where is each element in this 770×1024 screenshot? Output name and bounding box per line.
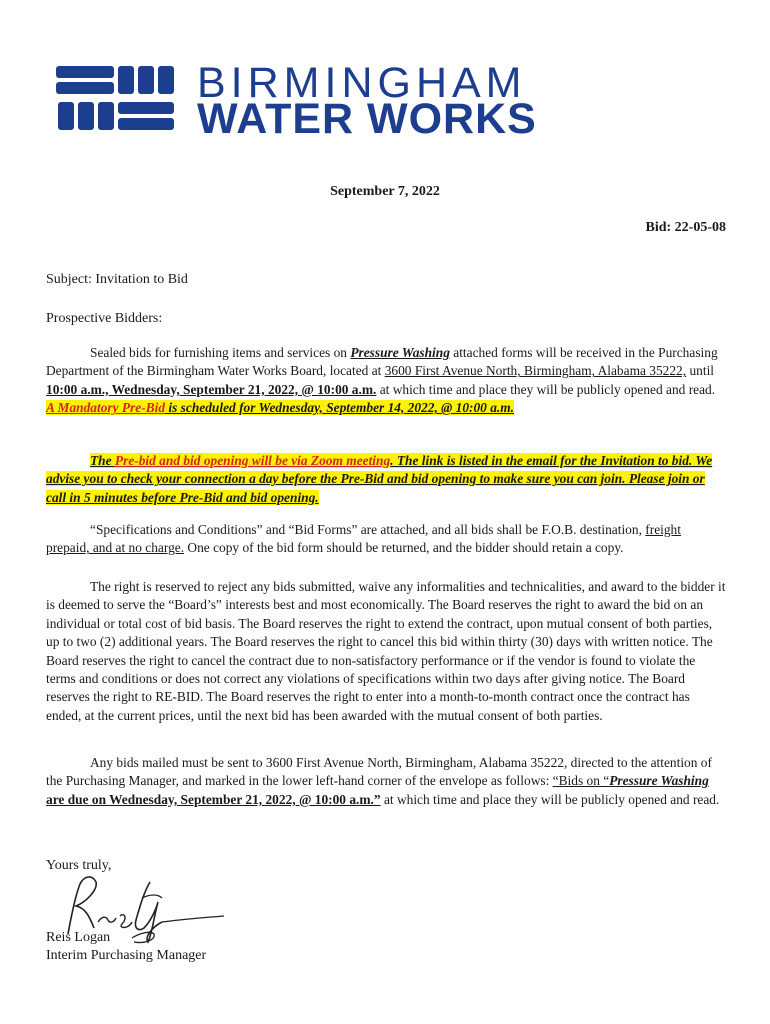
salutation: Prospective Bidders:	[46, 311, 163, 326]
p5-text-1: Any bids mailed must be sent to 3600 First Avenue North, Birmingham, Alabama 35222, directed to the attention of the Purchasing Manager, and marked in the lower left-hand corner of the envelope as follows:	[46, 755, 712, 789]
p3-text-1: “Specifications and Conditions” and “Bid Forms” are attached, and all bids shall be F.O.B. destination,	[90, 522, 646, 537]
p1-text-3: until	[686, 363, 715, 379]
paragraph-reservations: The right is reserved to reject any bids submitted, waive any informalities and technicalities, and award to the bidder it is deemed to serve the “Board’s” interests best and most economically. The Board reserves the right to award the bid on an individual or total cost of bid basis. The Board reserves the right to extend the contract, upon mutual consent of both parties, up to two (2) additional years. The Board reserves the right to cancel this bid within thirty (30) days with written notice. The Board reserves the right to cancel the contract due to non-satisfactory performance or if the vendor is found to violate the terms and conditions or does not correct any violations of specifications within two days after giving notice. The Board reserves the right to RE-BID. The Board reserves the right to enter into a month-to-month contract once the contract has ended, at the current prices, until the next bid has been awarded with the mutual consent of both parties.	[46, 579, 726, 723]
letter-date: September 7, 2022	[330, 184, 440, 199]
service-name: Pressure Washing	[350, 345, 450, 360]
signer-title: Interim Purchasing Manager	[46, 948, 207, 963]
p5-text-2: at which time and place they will be publicly opened and read.	[380, 791, 720, 807]
paragraph-specifications	[46, 521, 726, 558]
paragraph-mailing-instructions	[46, 754, 726, 809]
envelope-service-name: Pressure Washing	[609, 773, 709, 789]
paragraph-zoom-notice	[46, 452, 726, 507]
envelope-due-date: are due on Wednesday, September 21, 2022, @ 10:00 a.m.”	[46, 791, 381, 807]
mandatory-prebid: A Mandatory Pre-Bid	[46, 400, 166, 416]
logo-text-birmingham: BIRMINGHAM	[197, 59, 527, 107]
zoom-instructions: . The link is listed in the email for the Invitation to bid. We advise you to check your connection a day before the Pre-Bid and bid opening to make sure you can join. Please join or call in 5 minutes before Pre-Bid and bid opening.	[46, 453, 713, 505]
paragraph-invitation	[46, 344, 726, 418]
logo-text-water-works: WATER WORKS	[197, 95, 537, 143]
signer-name: Reis Logan	[46, 930, 111, 945]
p1-text-2: attached forms will be received in the Purchasing Department of the Birmingham Water Works Board, located at	[46, 345, 718, 379]
closing: Yours truly,	[46, 858, 112, 873]
p1-text-1: Sealed bids for furnishing items and services on	[90, 345, 351, 360]
prebid-schedule: is scheduled for Wednesday, September 14, 2022, @ 10:00 a.m.	[165, 400, 515, 416]
envelope-marking-open: “Bids on “	[552, 773, 610, 789]
freight-terms: freight prepaid, and at no charge.	[46, 522, 681, 556]
board-address: 3600 First Avenue North, Birmingham, Alabama 35222,	[384, 363, 687, 379]
p3-text-2: One copy of the bid form should be returned, and the bidder should retain a copy.	[184, 540, 624, 556]
subject-line: Subject: Invitation to Bid	[46, 272, 188, 287]
p1-text-4: at which time and place they will be publicly opened and read.	[376, 381, 716, 397]
zoom-meeting-notice: Pre-bid and bid opening will be via Zoom meeting	[114, 453, 391, 468]
p2-the: The	[90, 453, 115, 468]
birmingham-water-works-logo	[56, 59, 676, 143]
bid-number: Bid: 22-05-08	[645, 220, 726, 235]
bid-deadline: 10:00 a.m., Wednesday, September 21, 2022, @ 10:00 a.m.	[46, 381, 377, 397]
